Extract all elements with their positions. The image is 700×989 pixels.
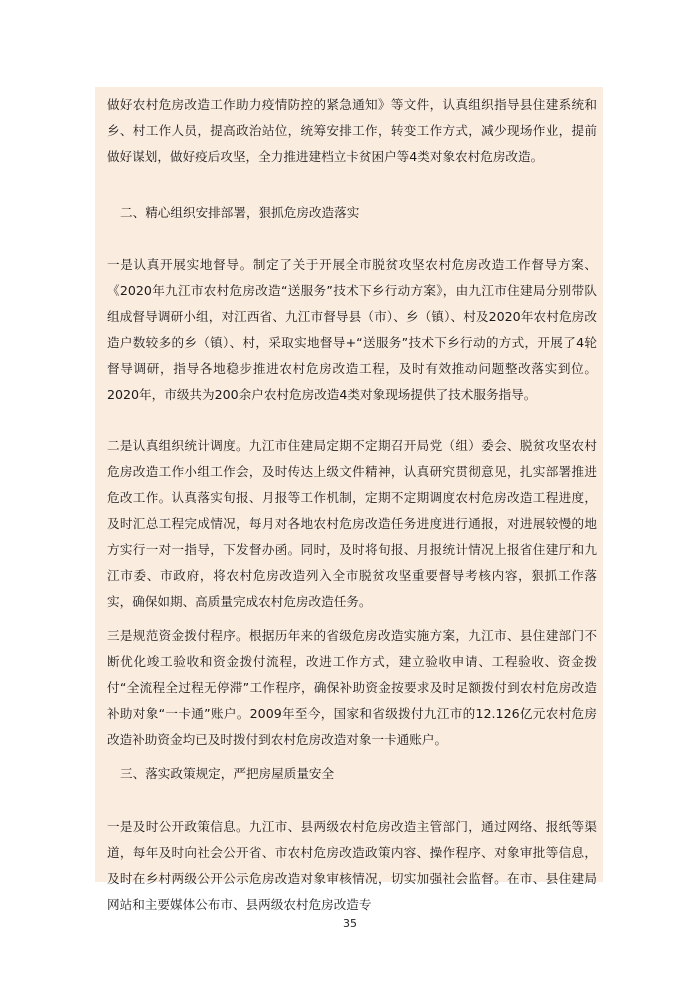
paragraph-fund-disbursement: 三是规范资金拨付程序。根据历年来的省级危房改造实施方案，九江市、县住建部门不断优化竣工验收和资金拨付流程，改进工作方式，建立验收申请、工程验收、资金拨付“全流程全过程无停滞”工作程序，确保补助资金按要求及时足额拨付到农村危房改造补助对象“一卡通”账户。2009年至今，国家和省级拨付九江市的12.126亿元农村危房改造补助资金均已及时拨付到农村危房改造对象一卡通账户。 [107, 628, 597, 747]
paragraph-field-supervision: 一是认真开展实地督导。制定了关于开展全市脱贫攻坚农村危房改造工作督导方案、《2020年九江市农村危房改造“送服务”技术下乡行动方案》，由九江市住建局分别带队组成督导调研小组，对江西省、九江市督导县（市）、乡（镇）、村及2020年农村危房改造户数较多的乡（镇）、村，采取实地督导+“送服务”技术下乡行动的方式，开展了4轮督导调研，指导各地稳步推进农村危房改造工程，及时有效推动问题整改落实到位。2020年，市级共为200余户农村危房改造4类对象现场提供了技术服务指导。 [107, 257, 597, 402]
page-number: 35 [343, 917, 357, 930]
paragraph-statistics-scheduling: 二是认真组织统计调度。九江市住建局定期不定期召开局党（组）委会、脱贫攻坚农村危房改造工作小组工作会，及时传达上级文件精神，认真研究贯彻意见，扎实部署推进危改工作。认真落实旬报、月报等工作机制，定期不定期调度农村危房改造工程进度，及时汇总工程完成情况，每月对各地农村危房改造任务进度进行通报，对进展较慢的地方实行一对一指导，下发督办函。同时，及时将旬报、月报统计情况上报省住建厅和九江市委、市政府，将农村危房改造列入全市脱贫攻坚重要督导考核内容，狠抓工作落实，确保如期、高质量完成农村危房改造任务。 [107, 438, 597, 609]
section-heading-2: 二、精心组织安排部署，狠抓危房改造落实 [120, 205, 360, 220]
paragraph-intro-continuation: 做好农村危房改造工作助力疫情防控的紧急通知》等文件，认真组织指导县住建系统和乡、村工作人员，提高政治站位，统筹安排工作，转变工作方式，减少现场作业，提前做好谋划，做好疫后攻坚，全力推进建档立卡贫困户等4类对象农村危房改造。 [107, 97, 597, 164]
section-heading-3: 三、落实政策规定，严把房屋质量安全 [120, 766, 335, 781]
paragraph-policy-disclosure: 一是及时公开政策信息。九江市、县两级农村危房改造主管部门，通过网络、报纸等渠道，每年及时向社会公开省、市农村危房改造政策内容、操作程序、对象审批等信息，及时在乡村两级公开公示危房改造对象审核情况，切实加强社会监督。在市、县住建局网站和主要媒体公布市、县两级农村危房改造专 [107, 819, 597, 912]
